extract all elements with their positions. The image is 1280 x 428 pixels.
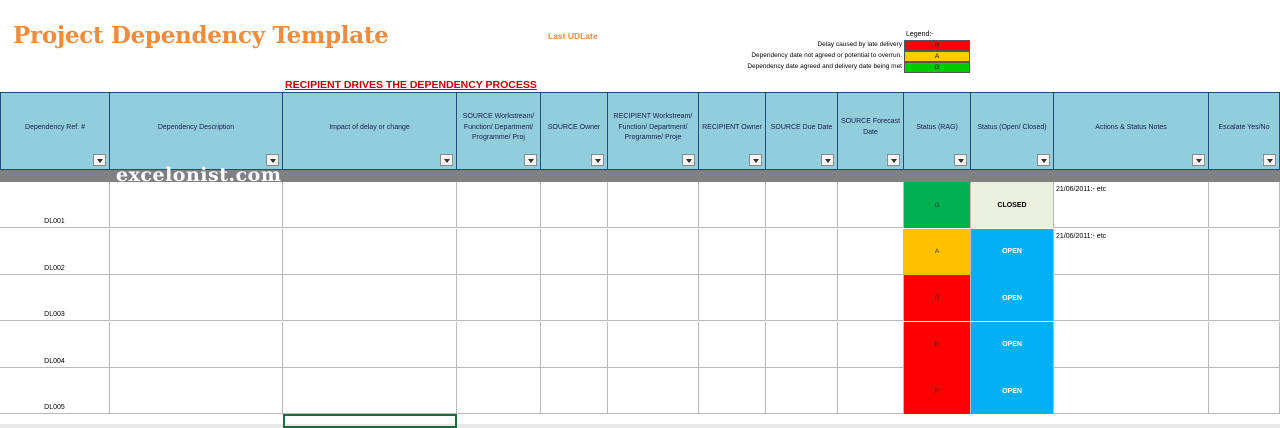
- filter-dropdown-icon[interactable]: [93, 154, 106, 166]
- table-row: [0, 275, 1280, 321]
- dependency-ref-cell[interactable]: DL001: [0, 182, 110, 228]
- table-cell[interactable]: [1209, 182, 1280, 228]
- open-closed-status-cell[interactable]: OPEN: [971, 322, 1054, 368]
- table-cell[interactable]: [110, 368, 283, 414]
- table-row: [0, 182, 1280, 228]
- table-cell[interactable]: [699, 368, 766, 414]
- column-header[interactable]: [283, 92, 457, 170]
- table-cell[interactable]: [608, 368, 699, 414]
- actions-notes-cell[interactable]: [1054, 275, 1209, 321]
- table-cell[interactable]: [283, 229, 457, 275]
- filter-dropdown-icon[interactable]: [954, 154, 967, 166]
- column-header[interactable]: [541, 92, 608, 170]
- column-header[interactable]: [904, 92, 971, 170]
- table-cell[interactable]: [457, 275, 541, 321]
- table-cell[interactable]: [699, 229, 766, 275]
- rag-status-cell[interactable]: G: [904, 182, 971, 228]
- table-cell[interactable]: [766, 368, 838, 414]
- table-cell[interactable]: [110, 229, 283, 275]
- filter-dropdown-icon[interactable]: [1263, 154, 1276, 166]
- table-cell[interactable]: [838, 368, 904, 414]
- table-cell[interactable]: [110, 182, 283, 228]
- column-header-label: Dependency Ref. #: [25, 123, 85, 131]
- legend-swatch-amber: A: [904, 51, 970, 62]
- legend-label: Delay caused by late delivery: [817, 41, 902, 48]
- table-cell[interactable]: [283, 322, 457, 368]
- column-header[interactable]: [457, 92, 541, 170]
- page-title: Project Dependency Template: [13, 22, 389, 49]
- legend-title: Legend:-: [906, 31, 934, 38]
- table-cell[interactable]: [457, 229, 541, 275]
- table-cell[interactable]: [541, 275, 608, 321]
- filter-dropdown-icon[interactable]: [887, 154, 900, 166]
- column-header-label: Actions & Status Notes: [1095, 123, 1167, 131]
- dependency-ref-cell[interactable]: DL002: [0, 229, 110, 275]
- table-cell[interactable]: [838, 275, 904, 321]
- table-row: [0, 229, 1280, 275]
- table-cell[interactable]: [457, 322, 541, 368]
- legend-label: Dependency date agreed and delivery date being met: [747, 63, 902, 70]
- table-cell[interactable]: [1209, 368, 1280, 414]
- column-header[interactable]: [608, 92, 699, 170]
- table-cell[interactable]: [766, 322, 838, 368]
- open-closed-status-cell[interactable]: OPEN: [971, 229, 1054, 275]
- legend-swatch-green: G: [904, 62, 970, 73]
- open-closed-status-cell[interactable]: OPEN: [971, 368, 1054, 414]
- table-cell[interactable]: [608, 275, 699, 321]
- banner-text: RECIPIENT DRIVES THE DEPENDENCY PROCESS: [285, 79, 537, 91]
- dependency-ref-cell[interactable]: DL003: [0, 275, 110, 321]
- table-cell[interactable]: [608, 229, 699, 275]
- column-header[interactable]: [766, 92, 838, 170]
- rag-status-cell[interactable]: R: [904, 275, 971, 321]
- table-cell[interactable]: [541, 182, 608, 228]
- column-header-label: SOURCE Due Date: [770, 123, 833, 131]
- legend-label: Dependency date not agreed or potential to overrun.: [751, 52, 902, 59]
- rag-status-cell[interactable]: A: [904, 229, 971, 275]
- filter-dropdown-icon[interactable]: [1192, 154, 1205, 166]
- filter-dropdown-icon[interactable]: [591, 154, 604, 166]
- last-update-label: Last UDLate: [548, 31, 598, 41]
- column-header[interactable]: [838, 92, 904, 170]
- table-cell[interactable]: [838, 182, 904, 228]
- column-header-label: SOURCE Forecast Date: [840, 118, 901, 136]
- table-cell[interactable]: [1209, 229, 1280, 275]
- column-header[interactable]: [699, 92, 766, 170]
- table-cell[interactable]: [457, 182, 541, 228]
- filter-dropdown-icon[interactable]: [749, 154, 762, 166]
- column-header-label: Impact of delay or change: [329, 123, 410, 131]
- column-header-label: Status (RAG): [916, 123, 958, 131]
- column-header-label: SOURCE Owner: [547, 123, 601, 131]
- filter-dropdown-icon[interactable]: [682, 154, 695, 166]
- table-cell[interactable]: [1209, 275, 1280, 321]
- table-row: [0, 322, 1280, 368]
- column-header[interactable]: [110, 92, 283, 170]
- sheet-bottom-strip: [0, 424, 1280, 428]
- table-cell[interactable]: [699, 182, 766, 228]
- table-cell[interactable]: [1209, 322, 1280, 368]
- dependency-ref-cell[interactable]: DL005: [0, 368, 110, 414]
- open-closed-status-cell[interactable]: OPEN: [971, 275, 1054, 321]
- column-header[interactable]: [971, 92, 1054, 170]
- column-header-label: Dependency Description: [157, 123, 235, 131]
- actions-notes-cell[interactable]: [1054, 368, 1209, 414]
- table-row: [0, 368, 1280, 414]
- column-header[interactable]: [0, 92, 110, 170]
- selected-cell[interactable]: [283, 414, 457, 428]
- table-cell[interactable]: [541, 368, 608, 414]
- column-header-label: Status (Open/ Closed): [977, 123, 1047, 131]
- legend-row-green: [600, 62, 970, 73]
- table-cell[interactable]: [608, 322, 699, 368]
- column-header-label: Escalate Yes/No: [1218, 123, 1270, 131]
- table-cell[interactable]: [766, 275, 838, 321]
- table-cell[interactable]: [766, 182, 838, 228]
- table-cell[interactable]: [283, 182, 457, 228]
- dependency-ref-cell[interactable]: DL004: [0, 322, 110, 368]
- table-cell[interactable]: [838, 322, 904, 368]
- legend-row-red: [600, 40, 970, 51]
- table-cell[interactable]: [110, 275, 283, 321]
- watermark: excelonist.com: [116, 164, 282, 186]
- table-cell[interactable]: [699, 322, 766, 368]
- table-cell[interactable]: [283, 275, 457, 321]
- column-header-label: SOURCE Workstream/ Function/ Department/ Programme/ Proj: [462, 112, 535, 142]
- rag-status-cell[interactable]: R: [904, 322, 971, 368]
- rag-status-cell[interactable]: R: [904, 368, 971, 414]
- filter-dropdown-icon[interactable]: [1037, 154, 1050, 166]
- column-header-label: RECIPIENT Owner: [702, 123, 762, 131]
- table-cell[interactable]: [541, 229, 608, 275]
- column-header[interactable]: [1209, 92, 1280, 170]
- column-header[interactable]: [1054, 92, 1209, 170]
- table-cell[interactable]: [699, 275, 766, 321]
- column-header-label: RECIPIENT Workstream/ Function/ Department/ Programme/ Proje: [613, 112, 693, 142]
- actions-notes-cell[interactable]: [1054, 322, 1209, 368]
- table-cell[interactable]: [110, 322, 283, 368]
- table-cell[interactable]: [608, 182, 699, 228]
- open-closed-status-cell[interactable]: CLOSED: [971, 182, 1054, 228]
- table-cell[interactable]: [457, 368, 541, 414]
- filter-dropdown-icon[interactable]: [524, 154, 537, 166]
- actions-notes-cell[interactable]: 21/06/2011:- etc: [1054, 229, 1209, 275]
- filter-dropdown-icon[interactable]: [821, 154, 834, 166]
- table-cell[interactable]: [766, 229, 838, 275]
- table-cell[interactable]: [838, 229, 904, 275]
- table-cell[interactable]: [541, 322, 608, 368]
- legend-row-amber: [600, 51, 970, 62]
- filter-dropdown-icon[interactable]: [440, 154, 453, 166]
- legend-swatch-red: R: [904, 40, 970, 51]
- actions-notes-cell[interactable]: 21/06/2011:- etc: [1054, 182, 1209, 228]
- table-cell[interactable]: [283, 368, 457, 414]
